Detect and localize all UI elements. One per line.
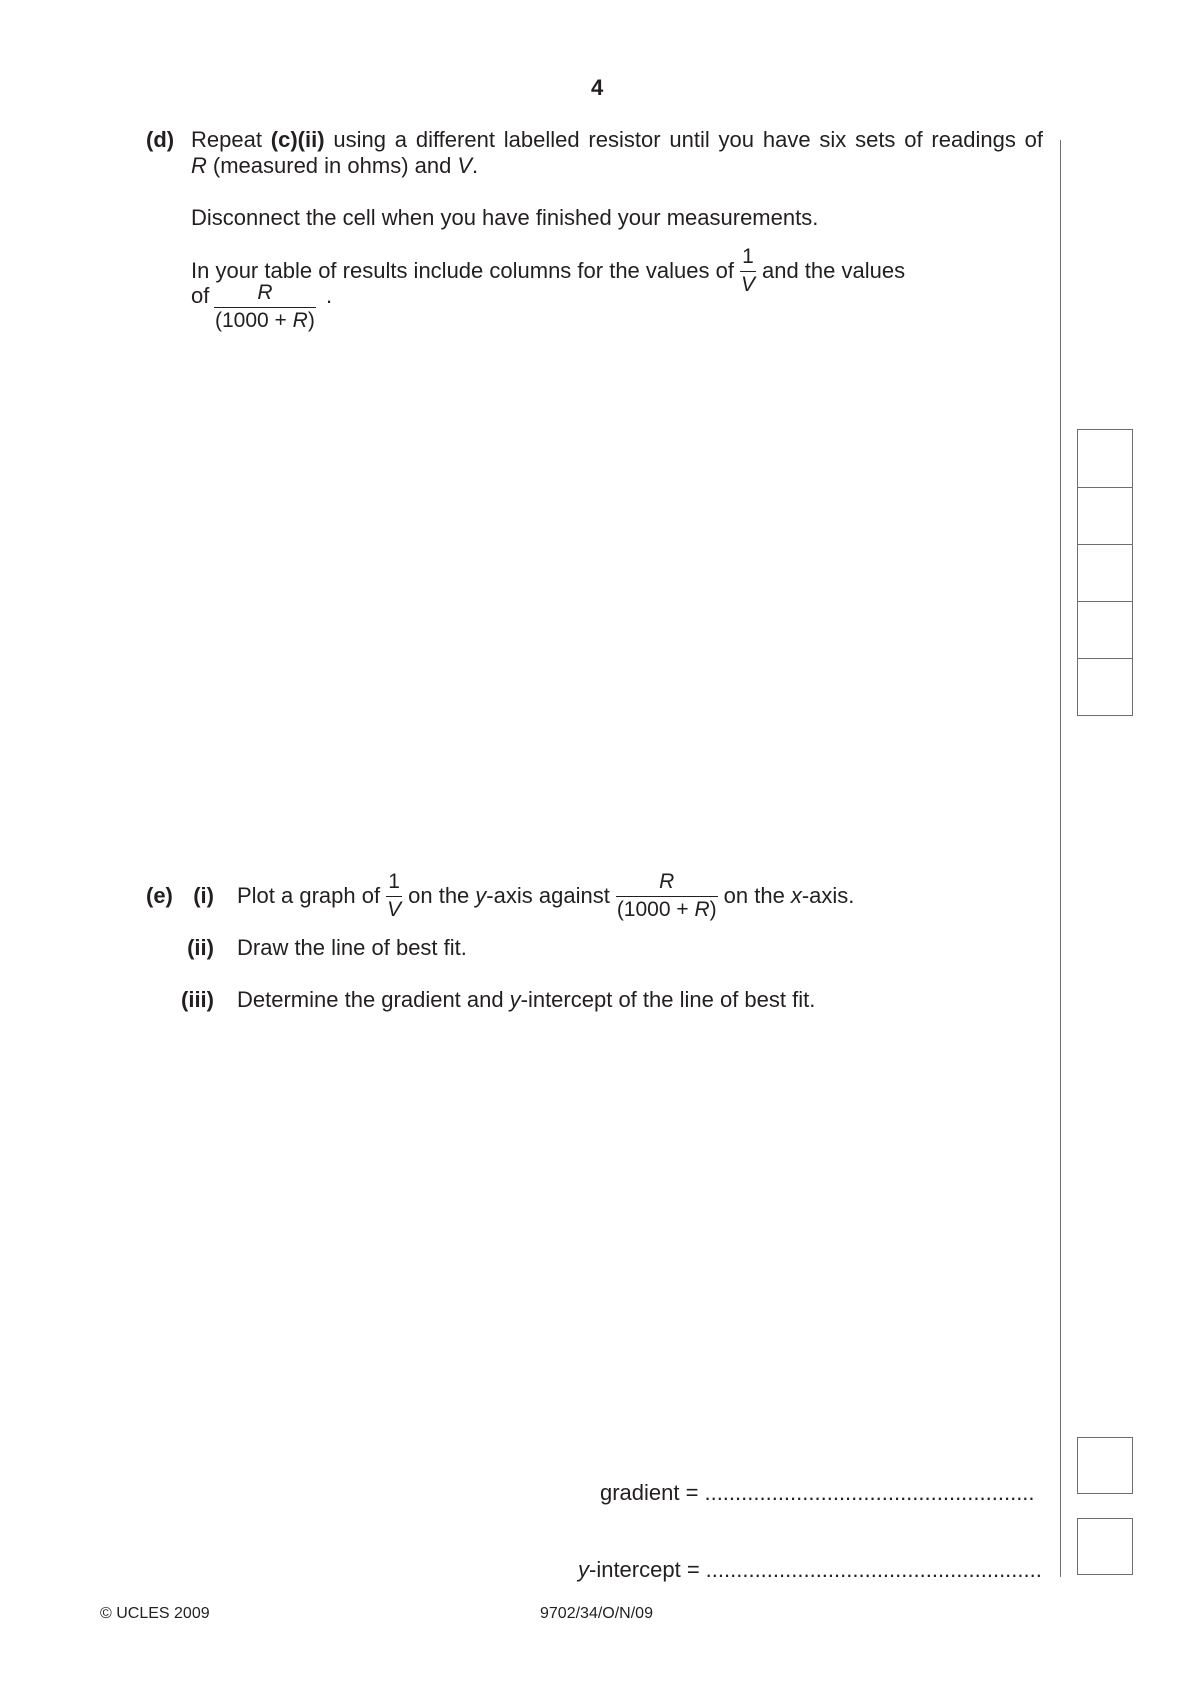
fraction-r-over-1000-plus-r <box>214 281 316 333</box>
part-d-label: (d) <box>146 127 175 152</box>
table-note-text: In your table of results include columns for the values of <box>191 258 734 283</box>
axis-end-text: -axis. <box>801 883 855 908</box>
y-axis-against-text <box>475 883 610 909</box>
mark-box <box>1078 487 1132 544</box>
y-intercept-answer-dots: ....................................................... <box>705 1557 1042 1582</box>
paper-code: 9702/34/O/N/09 <box>540 1605 653 1622</box>
intercept-text: -intercept of the line of best fit. <box>520 987 816 1012</box>
fraction-r-over-1000-plus-r <box>616 870 718 922</box>
part-e-i-text <box>237 870 854 922</box>
fraction-bar <box>214 307 316 308</box>
part-d-line-1 <box>191 127 1043 153</box>
part-e-i-label: (i) <box>193 883 214 908</box>
denominator-constant: (1000 + <box>215 309 293 332</box>
on-the-text: on the <box>723 883 785 908</box>
fraction-bar <box>740 271 756 272</box>
x-axis-text <box>791 883 855 909</box>
gradient-answer-dots: ...................................................... <box>704 1480 1035 1505</box>
on-the-text: on the <box>408 883 470 908</box>
part-d-line-2 <box>191 153 478 179</box>
table-note-full-stop: . <box>326 283 333 308</box>
y-intercept-label-text: -intercept = <box>589 1557 700 1582</box>
copyright-notice: © UCLES 2009 <box>100 1605 210 1622</box>
fraction-bar <box>616 896 718 897</box>
page-number: 4 <box>591 75 604 100</box>
fraction-denominator <box>214 309 316 333</box>
y-variable: y <box>475 883 487 908</box>
part-e-iii-text <box>237 987 815 1013</box>
part-d-instruction: Disconnect the cell when you have finished your measurements. <box>191 205 819 230</box>
full-stop: . <box>472 153 479 178</box>
mark-box <box>1077 1518 1133 1575</box>
part-d-line-2-text: (measured in ohms) and <box>212 153 452 178</box>
part-e-ii-text: Draw the line of best fit. <box>237 935 467 960</box>
part-e-ii-label: (ii) <box>187 935 214 960</box>
denominator-variable: R <box>292 309 308 332</box>
mark-box <box>1078 430 1132 487</box>
gradient-answer-line <box>600 1480 1035 1506</box>
fraction-denominator: V <box>740 273 755 296</box>
margin-rule <box>1060 140 1061 1577</box>
y-variable: y <box>509 987 521 1012</box>
part-d-reference: (c)(ii) <box>270 127 325 152</box>
part-d-repeat-text: Repeat <box>191 127 262 152</box>
gradient-label: gradient = <box>600 1480 699 1505</box>
axis-against-text: -axis against <box>486 883 610 908</box>
mark-box <box>1077 1437 1133 1494</box>
fraction-numerator: 1 <box>742 245 754 268</box>
fraction-numerator: R <box>257 281 273 304</box>
mark-box-column <box>1077 429 1133 716</box>
denominator-constant: (1000 + <box>616 898 695 921</box>
y-intercept-text <box>510 987 816 1013</box>
x-variable: x <box>790 883 802 908</box>
determine-text: Determine the gradient and <box>237 987 504 1012</box>
fraction-numerator: R <box>659 870 675 893</box>
fraction-numerator: 1 <box>388 870 400 893</box>
y-intercept-answer-line <box>578 1557 1042 1583</box>
variable-r: R <box>191 153 207 178</box>
part-e-iii-label: (iii) <box>181 987 214 1012</box>
variable-v: V <box>457 153 473 178</box>
plot-instruction: Plot a graph of <box>237 883 381 908</box>
fraction-bar <box>386 896 402 897</box>
fraction-one-over-v <box>386 870 402 922</box>
variable-v-group <box>457 153 478 179</box>
fraction-denominator: V <box>387 898 402 921</box>
part-e-label: (e) <box>146 883 173 908</box>
fraction-denominator <box>616 898 718 922</box>
denominator-close: ) <box>709 898 717 921</box>
table-note-text-end: and the values <box>761 258 906 283</box>
denominator-variable: R <box>694 898 710 921</box>
denominator-close: ) <box>307 309 315 332</box>
mark-box <box>1078 544 1132 601</box>
part-d-line-1-text: using a different labelled resistor until you have six sets of readings of <box>333 127 1043 152</box>
table-note-of: of <box>191 283 210 308</box>
mark-box <box>1078 601 1132 658</box>
fraction-one-over-v <box>740 245 756 297</box>
y-intercept-label <box>578 1557 700 1583</box>
mark-box <box>1078 658 1132 715</box>
y-variable: y <box>578 1557 589 1582</box>
